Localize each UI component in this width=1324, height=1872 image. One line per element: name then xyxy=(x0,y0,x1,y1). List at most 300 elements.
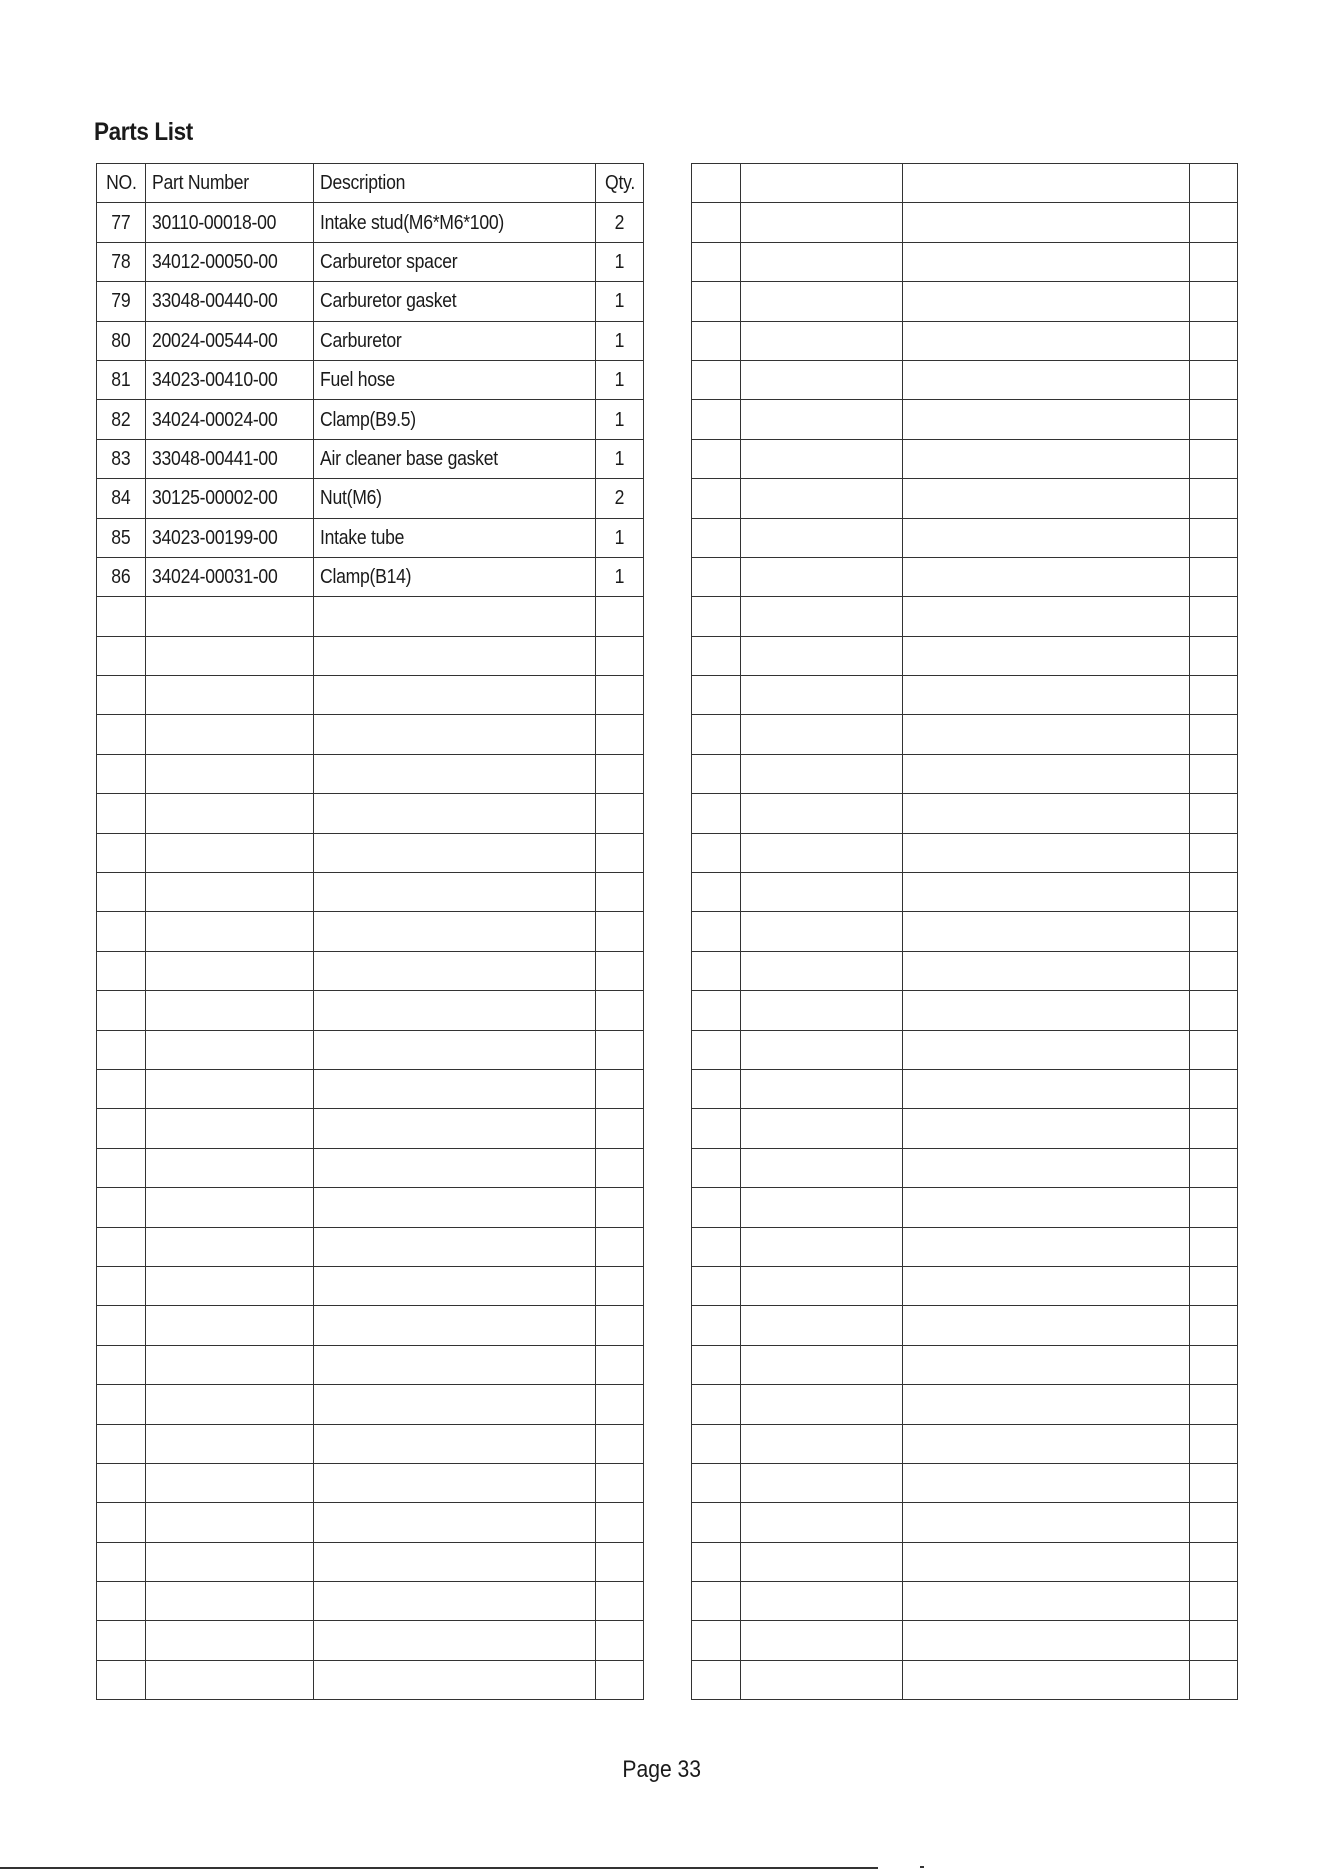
empty-row xyxy=(692,991,1238,1030)
empty-cell xyxy=(741,1345,903,1384)
empty-cell xyxy=(903,912,1190,951)
empty-cell xyxy=(97,1109,146,1148)
empty-row xyxy=(692,1542,1238,1581)
empty-cell xyxy=(741,1069,903,1108)
empty-row xyxy=(97,1385,644,1424)
empty-row xyxy=(97,1503,644,1542)
empty-cell xyxy=(1190,833,1238,872)
empty-cell xyxy=(741,203,903,242)
empty-row xyxy=(97,1109,644,1148)
empty-row xyxy=(692,1503,1238,1542)
empty-cell xyxy=(97,1542,146,1581)
empty-cell xyxy=(741,321,903,360)
empty-cell xyxy=(903,203,1190,242)
empty-cell xyxy=(146,715,314,754)
empty-cell xyxy=(314,833,596,872)
empty-cell xyxy=(146,1385,314,1424)
bottom-mark xyxy=(920,1866,924,1868)
empty-cell xyxy=(741,1227,903,1266)
empty-cell xyxy=(1190,360,1238,399)
empty-row xyxy=(692,597,1238,636)
empty-cell xyxy=(692,597,741,636)
cell-no: 77 xyxy=(97,203,146,242)
empty-row xyxy=(97,1660,644,1699)
empty-cell xyxy=(596,1030,644,1069)
cell-description: Intake tube xyxy=(314,518,596,557)
empty-cell xyxy=(903,676,1190,715)
empty-cell xyxy=(596,1148,644,1187)
empty-cell xyxy=(903,1109,1190,1148)
empty-row xyxy=(692,479,1238,518)
empty-cell xyxy=(146,1463,314,1502)
empty-cell xyxy=(692,1582,741,1621)
empty-cell xyxy=(314,951,596,990)
empty-row xyxy=(97,1621,644,1660)
empty-row xyxy=(692,400,1238,439)
empty-cell xyxy=(97,1030,146,1069)
empty-cell xyxy=(146,1660,314,1699)
empty-row xyxy=(692,321,1238,360)
cell-no: 78 xyxy=(97,242,146,281)
empty-cell xyxy=(1190,203,1238,242)
empty-row xyxy=(692,1424,1238,1463)
empty-cell xyxy=(146,597,314,636)
empty-cell xyxy=(146,1345,314,1384)
empty-cell xyxy=(146,1030,314,1069)
empty-cell xyxy=(596,754,644,793)
empty-cell xyxy=(1190,991,1238,1030)
empty-cell xyxy=(692,1345,741,1384)
empty-cell xyxy=(741,873,903,912)
empty-row xyxy=(97,1542,644,1581)
table-row xyxy=(97,518,644,557)
empty-cell xyxy=(314,1109,596,1148)
empty-cell xyxy=(146,1188,314,1227)
empty-cell xyxy=(146,1542,314,1581)
empty-cell xyxy=(146,1266,314,1305)
empty-cell xyxy=(692,360,741,399)
empty-cell xyxy=(692,754,741,793)
empty-cell xyxy=(97,1582,146,1621)
empty-row xyxy=(97,873,644,912)
empty-cell xyxy=(146,636,314,675)
empty-cell xyxy=(903,1503,1190,1542)
cell-part-number: 34024-00024-00 xyxy=(146,400,314,439)
empty-cell xyxy=(314,1030,596,1069)
empty-cell xyxy=(1190,676,1238,715)
empty-cell xyxy=(146,873,314,912)
empty-cell xyxy=(314,636,596,675)
empty-cell xyxy=(903,833,1190,872)
empty-cell xyxy=(97,1306,146,1345)
empty-row xyxy=(692,754,1238,793)
empty-cell xyxy=(692,1621,741,1660)
empty-cell xyxy=(97,1148,146,1187)
empty-cell xyxy=(692,282,741,321)
empty-cell xyxy=(903,794,1190,833)
empty-row xyxy=(97,1306,644,1345)
empty-cell xyxy=(741,636,903,675)
empty-row xyxy=(97,1266,644,1305)
empty-cell xyxy=(692,676,741,715)
empty-cell xyxy=(1190,1345,1238,1384)
empty-cell xyxy=(692,1148,741,1187)
table-row xyxy=(97,203,644,242)
empty-cell xyxy=(692,439,741,478)
empty-row xyxy=(692,1385,1238,1424)
empty-cell xyxy=(314,794,596,833)
empty-cell xyxy=(146,1148,314,1187)
empty-cell xyxy=(903,1582,1190,1621)
empty-cell xyxy=(741,1542,903,1581)
empty-row xyxy=(692,873,1238,912)
empty-cell xyxy=(146,1069,314,1108)
empty-cell xyxy=(1190,400,1238,439)
empty-cell xyxy=(1190,321,1238,360)
empty-cell xyxy=(596,833,644,872)
empty-cell xyxy=(97,951,146,990)
empty-cell xyxy=(741,833,903,872)
empty-cell xyxy=(314,1188,596,1227)
empty-row xyxy=(692,1582,1238,1621)
empty-cell xyxy=(596,597,644,636)
empty-row xyxy=(692,1306,1238,1345)
empty-row xyxy=(97,1069,644,1108)
empty-cell xyxy=(1190,1385,1238,1424)
empty-cell xyxy=(1190,636,1238,675)
empty-cell xyxy=(741,400,903,439)
empty-row xyxy=(692,242,1238,281)
empty-cell xyxy=(596,1503,644,1542)
empty-cell xyxy=(692,715,741,754)
cell-no: 79 xyxy=(97,282,146,321)
cell-description: Clamp(B9.5) xyxy=(314,400,596,439)
empty-cell xyxy=(1190,1148,1238,1187)
empty-cell xyxy=(1190,1582,1238,1621)
empty-cell xyxy=(692,951,741,990)
empty-row xyxy=(692,1148,1238,1187)
cell-qty: 1 xyxy=(596,242,644,281)
header-description: Description xyxy=(314,164,596,203)
empty-cell xyxy=(314,754,596,793)
empty-cell xyxy=(741,1582,903,1621)
empty-cell xyxy=(903,518,1190,557)
empty-row xyxy=(692,1109,1238,1148)
empty-cell xyxy=(314,1463,596,1502)
empty-row xyxy=(692,203,1238,242)
empty-cell xyxy=(692,1542,741,1581)
empty-cell xyxy=(741,1306,903,1345)
empty-cell xyxy=(146,951,314,990)
empty-cell xyxy=(692,164,741,203)
empty-row xyxy=(692,715,1238,754)
empty-cell xyxy=(596,1385,644,1424)
empty-cell xyxy=(97,991,146,1030)
cell-part-number: 34024-00031-00 xyxy=(146,557,314,596)
empty-cell xyxy=(146,794,314,833)
empty-cell xyxy=(596,912,644,951)
empty-cell xyxy=(1190,1266,1238,1305)
cell-no: 82 xyxy=(97,400,146,439)
empty-cell xyxy=(741,597,903,636)
empty-cell xyxy=(1190,557,1238,596)
empty-cell xyxy=(741,754,903,793)
cell-description: Carburetor spacer xyxy=(314,242,596,281)
cell-no: 86 xyxy=(97,557,146,596)
header-no: NO. xyxy=(97,164,146,203)
empty-cell xyxy=(1190,873,1238,912)
empty-cell xyxy=(596,715,644,754)
empty-cell xyxy=(314,1227,596,1266)
empty-cell xyxy=(314,1148,596,1187)
empty-row xyxy=(97,991,644,1030)
empty-cell xyxy=(314,1503,596,1542)
empty-cell xyxy=(903,1069,1190,1108)
empty-row xyxy=(692,164,1238,203)
empty-row xyxy=(692,1345,1238,1384)
empty-cell xyxy=(903,479,1190,518)
empty-cell xyxy=(692,833,741,872)
empty-cell xyxy=(596,794,644,833)
empty-cell xyxy=(903,1227,1190,1266)
bottom-rule xyxy=(0,1867,878,1869)
empty-cell xyxy=(903,754,1190,793)
empty-cell xyxy=(314,991,596,1030)
parts-table-left xyxy=(96,163,644,1700)
parts-table-left-body xyxy=(97,164,644,1700)
table-row xyxy=(97,557,644,596)
empty-cell xyxy=(741,912,903,951)
empty-cell xyxy=(741,1660,903,1699)
empty-cell xyxy=(1190,1069,1238,1108)
empty-cell xyxy=(314,1385,596,1424)
empty-cell xyxy=(741,518,903,557)
empty-cell xyxy=(903,597,1190,636)
empty-cell xyxy=(596,636,644,675)
cell-qty: 1 xyxy=(596,439,644,478)
empty-cell xyxy=(903,164,1190,203)
empty-cell xyxy=(596,1266,644,1305)
cell-part-number: 30110-00018-00 xyxy=(146,203,314,242)
header-qty: Qty. xyxy=(596,164,644,203)
empty-row xyxy=(97,1188,644,1227)
empty-cell xyxy=(146,1503,314,1542)
empty-cell xyxy=(596,1069,644,1108)
empty-cell xyxy=(692,1030,741,1069)
empty-cell xyxy=(741,164,903,203)
empty-cell xyxy=(741,360,903,399)
parts-table-right xyxy=(691,163,1238,1700)
cell-qty: 2 xyxy=(596,203,644,242)
cell-no: 84 xyxy=(97,479,146,518)
empty-row xyxy=(692,636,1238,675)
cell-description: Carburetor gasket xyxy=(314,282,596,321)
empty-cell xyxy=(97,873,146,912)
empty-cell xyxy=(146,676,314,715)
empty-cell xyxy=(314,1582,596,1621)
empty-cell xyxy=(97,676,146,715)
empty-row xyxy=(97,951,644,990)
empty-cell xyxy=(97,597,146,636)
empty-cell xyxy=(741,794,903,833)
empty-row xyxy=(97,636,644,675)
empty-cell xyxy=(692,912,741,951)
parts-table-right-body xyxy=(692,164,1238,1700)
empty-cell xyxy=(596,1424,644,1463)
empty-cell xyxy=(596,951,644,990)
empty-cell xyxy=(692,203,741,242)
table-row xyxy=(97,360,644,399)
empty-cell xyxy=(146,1424,314,1463)
cell-part-number: 33048-00440-00 xyxy=(146,282,314,321)
empty-row xyxy=(692,557,1238,596)
table-row xyxy=(97,321,644,360)
empty-cell xyxy=(146,833,314,872)
empty-cell xyxy=(146,1306,314,1345)
empty-cell xyxy=(596,1660,644,1699)
empty-cell xyxy=(97,1069,146,1108)
table-row xyxy=(97,400,644,439)
empty-row xyxy=(692,794,1238,833)
table-row xyxy=(97,242,644,281)
cell-part-number: 34012-00050-00 xyxy=(146,242,314,281)
empty-cell xyxy=(314,1660,596,1699)
empty-cell xyxy=(1190,242,1238,281)
empty-cell xyxy=(741,1463,903,1502)
empty-cell xyxy=(97,754,146,793)
cell-part-number: 30125-00002-00 xyxy=(146,479,314,518)
empty-row xyxy=(97,1227,644,1266)
cell-part-number: 20024-00544-00 xyxy=(146,321,314,360)
empty-cell xyxy=(596,991,644,1030)
empty-cell xyxy=(903,321,1190,360)
empty-cell xyxy=(1190,1030,1238,1069)
empty-cell xyxy=(596,1188,644,1227)
empty-cell xyxy=(692,1227,741,1266)
empty-cell xyxy=(146,1109,314,1148)
empty-cell xyxy=(596,1542,644,1581)
empty-cell xyxy=(1190,715,1238,754)
empty-row xyxy=(97,1345,644,1384)
empty-cell xyxy=(903,1463,1190,1502)
empty-cell xyxy=(97,1424,146,1463)
empty-cell xyxy=(903,1306,1190,1345)
empty-cell xyxy=(97,1621,146,1660)
empty-row xyxy=(97,1148,644,1187)
empty-cell xyxy=(97,1345,146,1384)
page-title: Parts List xyxy=(94,118,193,146)
empty-cell xyxy=(903,282,1190,321)
empty-cell xyxy=(903,873,1190,912)
cell-description: Carburetor xyxy=(314,321,596,360)
empty-cell xyxy=(903,636,1190,675)
empty-cell xyxy=(596,1109,644,1148)
empty-cell xyxy=(314,1345,596,1384)
header-part-number: Part Number xyxy=(146,164,314,203)
empty-cell xyxy=(692,1503,741,1542)
empty-cell xyxy=(692,1069,741,1108)
empty-row xyxy=(692,1069,1238,1108)
empty-row xyxy=(692,1266,1238,1305)
empty-cell xyxy=(314,1069,596,1108)
empty-cell xyxy=(146,912,314,951)
empty-cell xyxy=(1190,479,1238,518)
empty-cell xyxy=(97,794,146,833)
cell-part-number: 34023-00199-00 xyxy=(146,518,314,557)
cell-qty: 1 xyxy=(596,282,644,321)
page-number: Page 33 xyxy=(622,1756,702,1783)
empty-row xyxy=(692,439,1238,478)
empty-cell xyxy=(1190,1503,1238,1542)
cell-no: 80 xyxy=(97,321,146,360)
table-row xyxy=(97,282,644,321)
empty-cell xyxy=(97,715,146,754)
empty-cell xyxy=(692,518,741,557)
cell-no: 83 xyxy=(97,439,146,478)
empty-cell xyxy=(314,676,596,715)
empty-cell xyxy=(1190,754,1238,793)
empty-cell xyxy=(903,951,1190,990)
empty-cell xyxy=(741,1109,903,1148)
empty-cell xyxy=(903,991,1190,1030)
table-header-row xyxy=(97,164,644,203)
empty-cell xyxy=(692,400,741,439)
empty-cell xyxy=(903,1345,1190,1384)
empty-cell xyxy=(692,1306,741,1345)
empty-cell xyxy=(146,754,314,793)
empty-row xyxy=(692,1030,1238,1069)
empty-cell xyxy=(741,1424,903,1463)
empty-cell xyxy=(903,1188,1190,1227)
cell-qty: 2 xyxy=(596,479,644,518)
empty-cell xyxy=(692,1385,741,1424)
empty-cell xyxy=(741,439,903,478)
empty-row xyxy=(692,282,1238,321)
empty-row xyxy=(692,1188,1238,1227)
empty-cell xyxy=(692,991,741,1030)
empty-row xyxy=(692,912,1238,951)
empty-cell xyxy=(741,676,903,715)
empty-cell xyxy=(596,873,644,912)
empty-cell xyxy=(903,360,1190,399)
empty-cell xyxy=(692,1188,741,1227)
empty-row xyxy=(97,597,644,636)
empty-cell xyxy=(903,557,1190,596)
cell-no: 81 xyxy=(97,360,146,399)
empty-cell xyxy=(692,1109,741,1148)
empty-cell xyxy=(1190,1542,1238,1581)
empty-cell xyxy=(97,1660,146,1699)
cell-description: Nut(M6) xyxy=(314,479,596,518)
empty-cell xyxy=(596,676,644,715)
cell-description: Fuel hose xyxy=(314,360,596,399)
empty-cell xyxy=(692,873,741,912)
empty-cell xyxy=(314,1306,596,1345)
empty-cell xyxy=(1190,1621,1238,1660)
cell-description: Air cleaner base gasket xyxy=(314,439,596,478)
empty-row xyxy=(97,1030,644,1069)
empty-cell xyxy=(741,282,903,321)
empty-cell xyxy=(1190,1109,1238,1148)
cell-qty: 1 xyxy=(596,518,644,557)
empty-row xyxy=(692,676,1238,715)
empty-cell xyxy=(741,1621,903,1660)
empty-cell xyxy=(692,1463,741,1502)
empty-cell xyxy=(692,794,741,833)
empty-cell xyxy=(1190,1463,1238,1502)
empty-cell xyxy=(596,1306,644,1345)
empty-row xyxy=(97,1582,644,1621)
